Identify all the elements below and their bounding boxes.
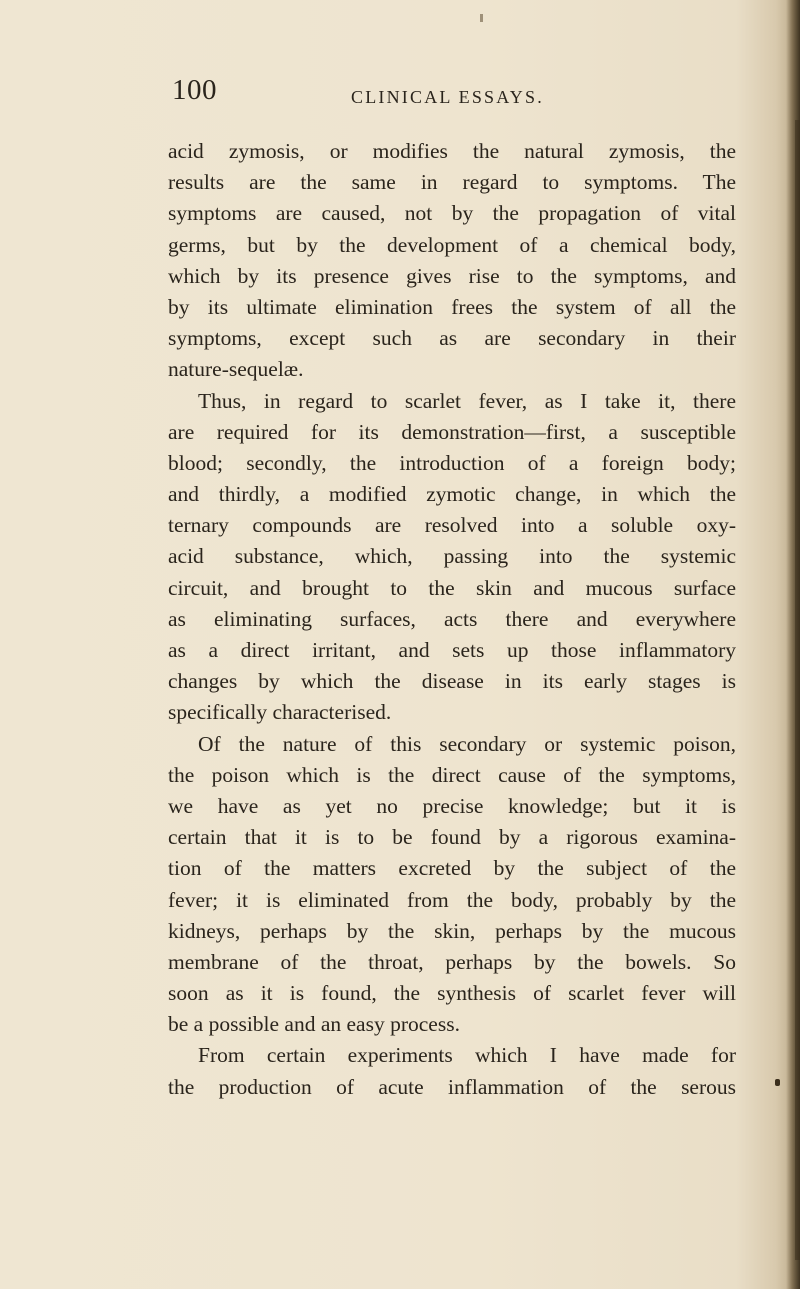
text-line: certain that it is to be found by a rigorous examina- <box>168 825 736 850</box>
text-line: germs, but by the development of a chemical body, <box>168 232 736 257</box>
text-line: we have as yet no precise knowledge; but it is <box>168 793 736 818</box>
text-line: be a possible and an easy process. <box>168 1012 460 1037</box>
text-line: the production of acute inflammation of the serous <box>168 1074 736 1099</box>
body-text <box>168 136 736 1103</box>
text-line: symptoms, except such as are secondary in their <box>168 326 736 351</box>
text-line: changes by which the disease in its early stages is <box>168 669 736 694</box>
text-line: membrane of the throat, perhaps by the bowels. So <box>168 949 736 974</box>
text-line: which by its presence gives rise to the symptoms, and <box>168 263 736 288</box>
text-line: Of the nature of this secondary or systemic poison, <box>198 731 736 756</box>
page-number: 100 <box>172 74 217 106</box>
running-title: CLINICAL ESSAYS. <box>351 87 544 107</box>
text-line: results are the same in regard to symptoms. The <box>168 170 736 195</box>
text-line: blood; secondly, the introduction of a foreign body; <box>168 450 736 475</box>
text-line: as eliminating surfaces, acts there and everywhere <box>168 606 736 631</box>
text-line: symptoms are caused, not by the propagation of vital <box>168 201 736 226</box>
text-line: and thirdly, a modified zymotic change, in which the <box>168 482 736 507</box>
margin-mark <box>775 1079 780 1086</box>
text-line: Thus, in regard to scarlet fever, as I take it, there <box>198 388 736 413</box>
text-line: acid substance, which, passing into the systemic <box>168 544 736 569</box>
text-line: as a direct irritant, and sets up those inflammatory <box>168 638 736 662</box>
text-line: nature-sequelæ. <box>168 357 304 382</box>
text-line: are required for its demonstration—first, a susceptible <box>168 419 736 444</box>
text-line: From certain experiments which I have made for <box>198 1043 736 1068</box>
text-line: by its ultimate elimination frees the system of all the <box>168 294 736 319</box>
text-line: specifically characterised. <box>168 700 392 725</box>
stray-mark <box>480 14 483 22</box>
text-line: fever; it is eliminated from the body, probably by the <box>168 887 736 912</box>
page-edge-binding <box>795 120 800 1260</box>
text-line: circuit, and brought to the skin and mucous surface <box>168 575 736 600</box>
text-line: acid zymosis, or modifies the natural zymosis, the <box>168 139 736 163</box>
text-line: kidneys, perhaps by the skin, perhaps by the mucous <box>168 918 736 943</box>
text-line: ternary compounds are resolved into a soluble oxy- <box>168 513 736 538</box>
text-line: soon as it is found, the synthesis of scarlet fever will <box>168 981 736 1006</box>
text-line: the poison which is the direct cause of the symptoms, <box>168 762 736 787</box>
text-line: tion of the matters excreted by the subject of the <box>168 856 736 881</box>
